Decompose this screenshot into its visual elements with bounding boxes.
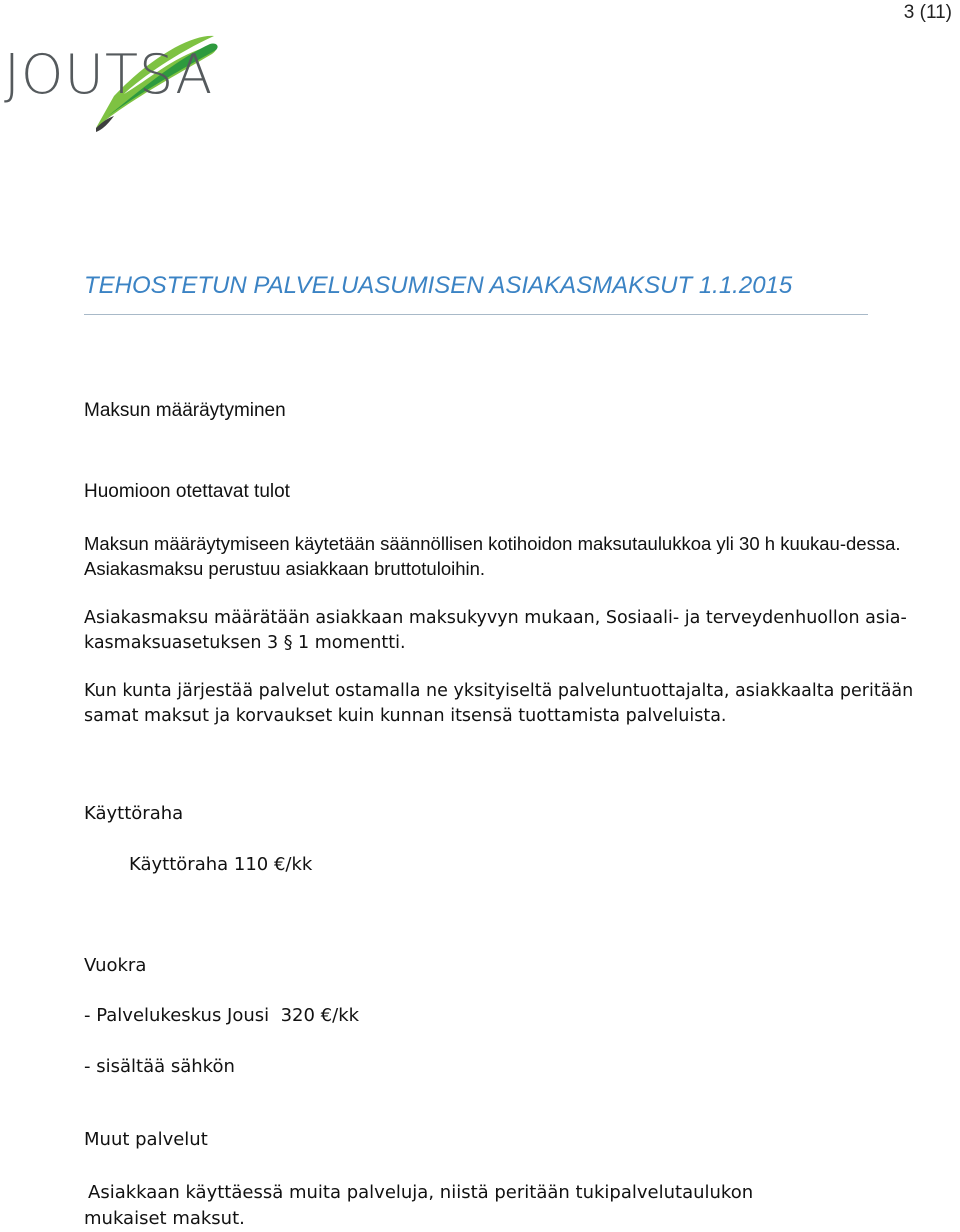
paragraph-muut-palvelut: Asiakkaan käyttäessä muita palveluja, niistä peritään tukipalvelutaulukon mukaiset maksut. <box>84 1182 754 1229</box>
kayttoraha-amount: Käyttöraha 110 €/kk <box>129 854 313 875</box>
section-heading-vuokra: Vuokra <box>84 955 147 976</box>
page-title: TEHOSTETUN PALVELUASUMISEN ASIAKASMAKSUT 1.1.2015 <box>84 272 793 299</box>
section-heading-kayttoraha: Käyttöraha <box>84 803 184 824</box>
page-number: 3 (11) <box>903 2 952 23</box>
section-subheading-tulot: Huomioon otettavat tulot <box>84 481 290 502</box>
vuokra-jousi: - Palvelukeskus Jousi 320 €/kk <box>84 1005 360 1026</box>
section-heading-muut: Muut palvelut <box>84 1129 208 1150</box>
paragraph-maksukyky: Asiakasmaksu määrätään asiakkaan maksukyvyn mukaan, Sosiaali- ja terveydenhuollon asia-kasmaksuasetuksen 3 § 1 momentti. <box>84 608 907 653</box>
logo-text: JOUTSA <box>4 43 214 106</box>
paragraph-yksityiset: Kun kunta järjestää palvelut ostamalla ne yksityiseltä palveluntuottajalta, asiakkaalta peritään samat maksut ja korvaukset kuin kunnan itsensä tuottamista palveluista. <box>84 681 914 726</box>
section-heading-maksun: Maksun määräytyminen <box>84 400 286 421</box>
paragraph-maksutaulukko: Maksun määräytymiseen käytetään säännöllisen kotihoidon maksutaulukkoa yli 30 h kuukau-dessa. Asiakasmaksu perustuu asiakkaan bruttotuloihin. <box>84 533 901 579</box>
vuokra-sahko: - sisältää sähkön <box>84 1056 235 1077</box>
title-underline <box>84 314 868 315</box>
joutsa-logo <box>4 24 234 136</box>
